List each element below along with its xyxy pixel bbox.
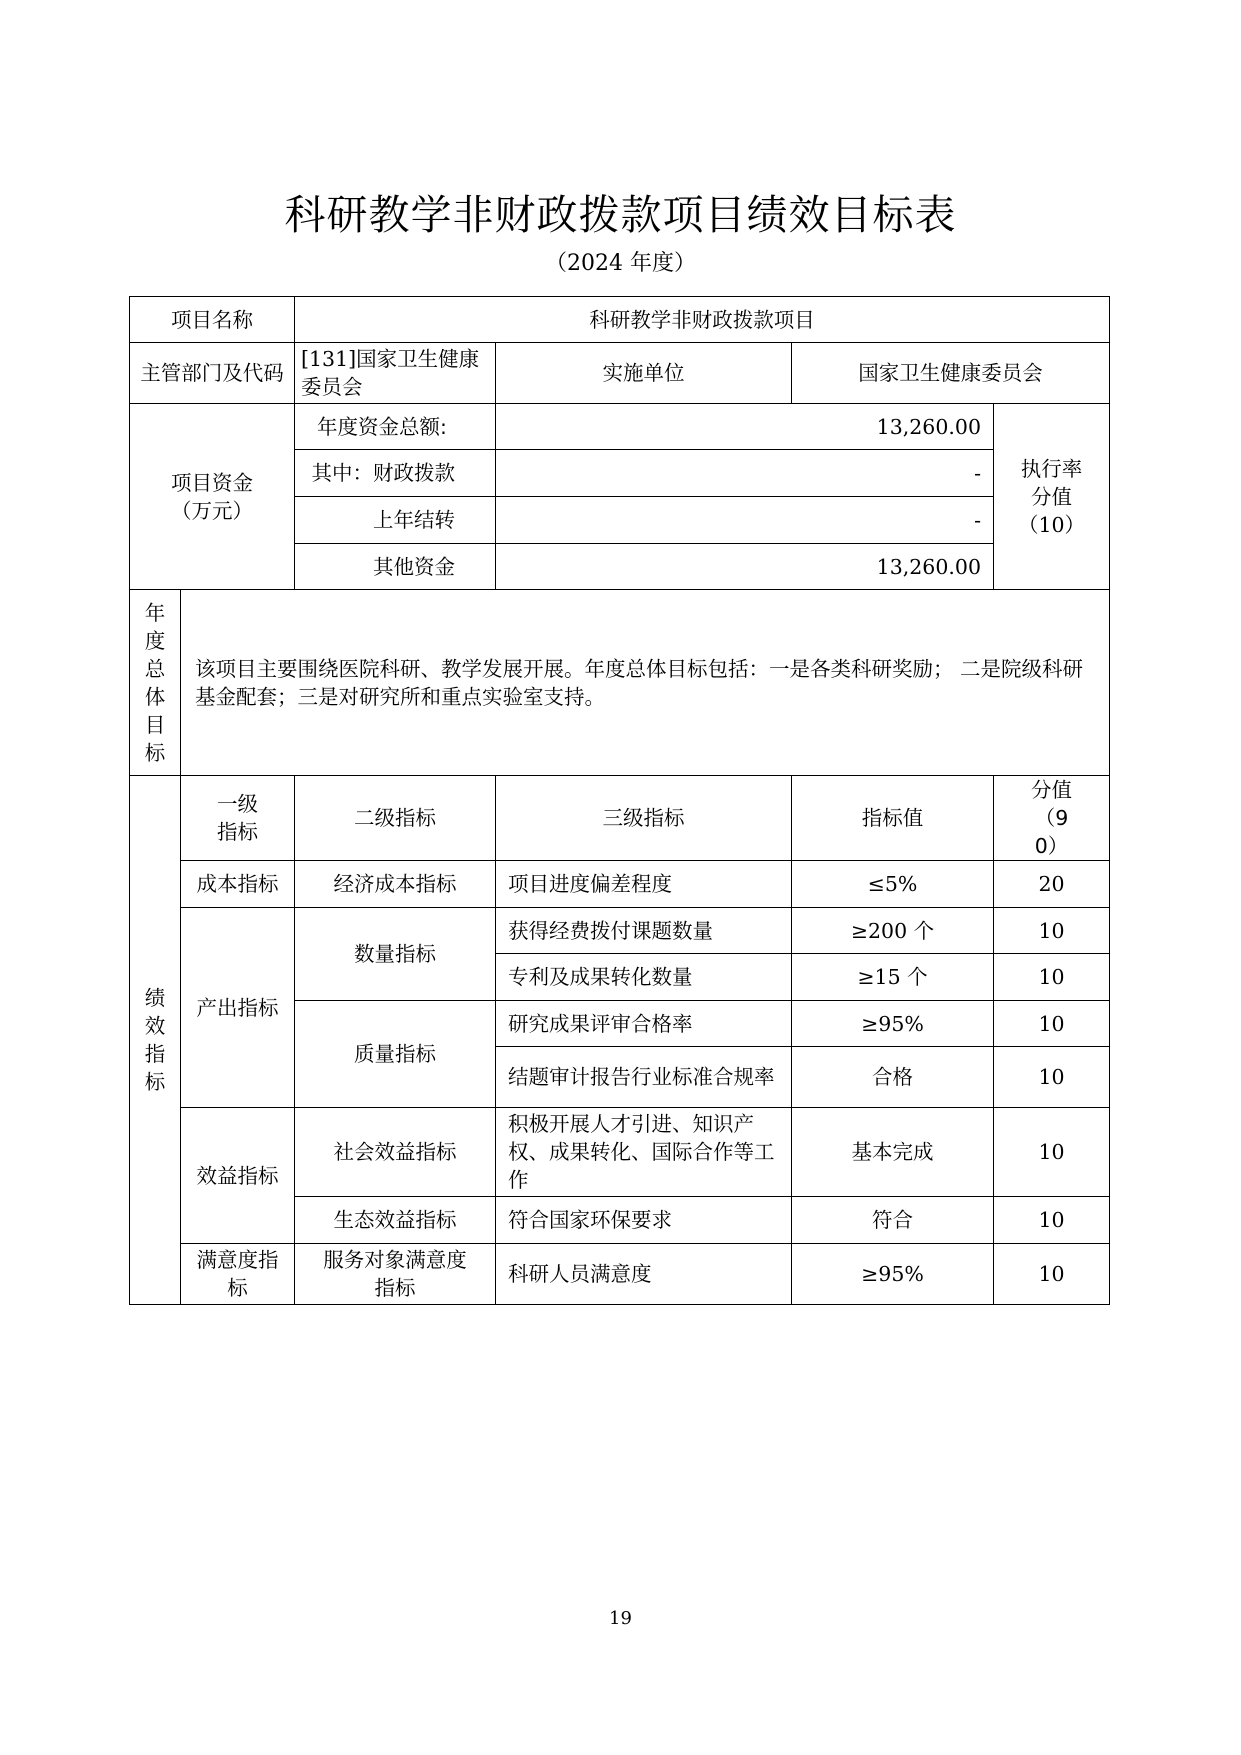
l2-quality: 质量指标 [295,1001,496,1108]
l2-economic-cost: 经济成本指标 [295,861,496,908]
impl-value: 国家卫生健康委员会 [792,343,1110,404]
value-progress-deviation: ≤5% [792,861,994,908]
l3-environmental: 符合国家环保要求 [496,1197,792,1244]
fund-total-label: 年度资金总额: [295,404,496,450]
score-review-pass-rate: 10 [994,1001,1110,1047]
l3-audit-compliance: 结题审计报告行业标准合规率 [496,1047,792,1108]
page-subtitle: （2024 年度） [545,251,696,276]
fund-fiscal-label: 其中：财政拨款 [295,450,496,497]
l2-social-benefit: 社会效益指标 [295,1108,496,1197]
score-environmental: 10 [994,1197,1110,1244]
fund-fiscal-value: - [496,450,994,497]
fund-other-value: 13,260.00 [496,544,994,590]
l3-researcher-satisfaction: 科研人员满意度 [496,1244,792,1305]
score-audit-compliance: 10 [994,1047,1110,1108]
score-funded-projects: 10 [994,908,1110,954]
value-review-pass-rate: ≥95% [792,1001,994,1047]
score-talent-ip-cooperation: 10 [994,1108,1110,1197]
l1-benefit: 效益指标 [181,1108,295,1244]
score-progress-deviation: 20 [994,861,1110,908]
score-researcher-satisfaction: 10 [994,1244,1110,1305]
fund-total-value: 13,260.00 [496,404,994,450]
header-level2: 二级指标 [295,776,496,861]
l2-quantity: 数量指标 [295,908,496,1001]
l1-output: 产出指标 [181,908,295,1108]
fund-carryover-value: - [496,497,994,544]
header-score: 分值（90） [994,776,1110,861]
l3-talent-ip-cooperation: 积极开展人才引进、知识产权、成果转化、国际合作等工作 [496,1108,792,1197]
funds-label: 项目资金 （万元） [130,404,295,590]
l3-patents: 专利及成果转化数量 [496,954,792,1001]
fund-other-label: 其他资金 [295,544,496,590]
value-environmental: 符合 [792,1197,994,1244]
l1-satisfaction: 满意度指标 [181,1244,295,1305]
annual-goal-label: 年度总体目标 [130,590,181,776]
l2-ecological-benefit: 生态效益指标 [295,1197,496,1244]
value-audit-compliance: 合格 [792,1047,994,1108]
l3-progress-deviation: 项目进度偏差程度 [496,861,792,908]
l3-review-pass-rate: 研究成果评审合格率 [496,1001,792,1047]
score-patents: 10 [994,954,1110,1001]
l1-cost: 成本指标 [181,861,295,908]
l3-funded-projects: 获得经费拨付课题数量 [496,908,792,954]
header-value: 指标值 [792,776,994,861]
value-researcher-satisfaction: ≥95% [792,1244,994,1305]
annual-goal-text: 该项目主要围绕医院科研、教学发展开展。年度总体目标包括：一是各类科研奖励； 二是院级科研基金配套；三是对研究所和重点实验室支持。 [181,590,1110,776]
value-patents: ≥15 个 [792,954,994,1001]
project-name-label: 项目名称 [130,297,295,343]
page-number: 19 [609,1608,632,1629]
fund-carryover-label: 上年结转 [295,497,496,544]
exec-rate-label: 执行率 分值 （10） [994,404,1110,590]
value-talent-ip-cooperation: 基本完成 [792,1108,994,1197]
dept-label: 主管部门及代码 [130,343,295,404]
l2-service-satisfaction: 服务对象满意度指标 [295,1244,496,1305]
performance-target-table [129,296,1110,1305]
header-level1: 一级指标 [181,776,295,861]
dept-value: [131]国家卫生健康委员会 [295,343,496,404]
project-name-value: 科研教学非财政拨款项目 [295,297,1110,343]
page-title: 科研教学非财政拨款项目绩效目标表 [284,191,957,239]
indicators-label: 绩效指标 [130,776,181,1305]
value-funded-projects: ≥200 个 [792,908,994,954]
header-level3: 三级指标 [496,776,792,861]
impl-label: 实施单位 [496,343,792,404]
